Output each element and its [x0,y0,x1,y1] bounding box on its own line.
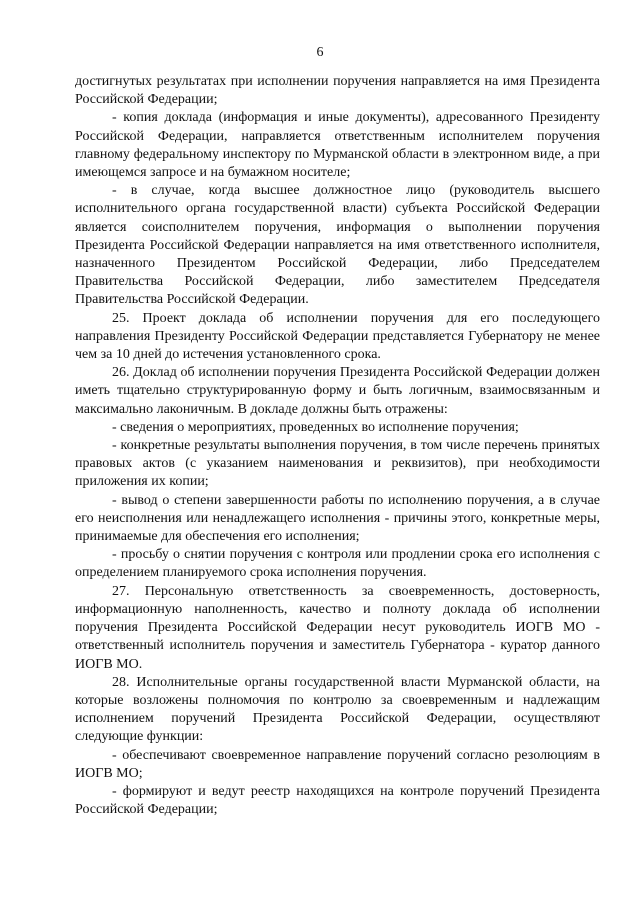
paragraph-item-26: 26. Доклад об исполнении поручения Президента Российской Федерации должен иметь тщательно структурированную форму и быть логичным, взаимосвязанным и максимально лаконичным. В докладе должны быть отражены: [75,365,600,417]
list-item-direction: - обеспечивают своевременное направление поручений согласно резолюциям в ИОГВ МО; [75,747,600,781]
paragraph-continuation: достигнутых результатах при исполнении поручения направляется на имя Президента Российской Федерации; [75,74,600,108]
list-item-registry: - формируют и ведут реестр находящихся на контроле поручений Президента Российской Федерации; [75,783,600,818]
paragraph-report-copy: - копия доклада (информация и иные документы), адресованного Президенту Российской Федерации, направляется ответственным исполнителем поручения главному федеральному инспектору по Мурманской области в электронном виде, а при имеющемся запросе и на бумажном носителе; [75,110,600,181]
paragraph-co-executor: - в случае, когда высшее должностное лицо (руководитель высшего исполнительного органа государственной власти) субъекта Российской Федерации является соисполнителем поручения, информация о выполнении поручения Президента Российской Федерации направляется на имя ответственного исполнителя, назначенного Президентом Российской Федерации, либо Председателем Правительства Российской Федерации, либо заместителем Председателя Правительства Российской Федерации. [75,183,600,308]
page-number: 6 [316,45,324,60]
paragraph-item-27: 27. Персональную ответственность за своевременность, достоверность, информационную наполненность, качество и полноту доклада об исполнении поручения Президента Российской Федерации несут руководитель ИОГВ МО - ответственный исполнитель поручения и заместитель Губернатора - куратор данного ИОГВ МО. [75,583,600,672]
list-item-results: - конкретные результаты выполнения поручения, в том числе перечень принятых правовых актов (с указанием наименования и реквизитов), при необходимости приложения их копии; [75,438,600,490]
list-item-request: - просьбу о снятии поручения с контроля или продлении срока его исполнения с определением планируемого срока исполнения поручения. [75,547,600,581]
list-item-conclusion: - вывод о степени завершенности работы по исполнению поручения, а в случае его неисполнения или ненадлежащего исполнения - причины этого, конкретные меры, принимаемые для обеспечения его исполнения; [75,492,600,545]
document-body [75,73,600,819]
list-item-measures: - сведения о мероприятиях, проведенных во исполнение поручения; [112,419,519,435]
paragraph-item-28: 28. Исполнительные органы государственной власти Мурманской области, на которые возложены полномочия по контролю за своевременным и надлежащим исполнением поручений Президента Российской Федерации, осуществляют следующие функции: [75,674,600,745]
paragraph-item-25: 25. Проект доклада об исполнении поручения для его последующего направления Президенту Российской Федерации представляется Губернатору не менее чем за 10 дней до истечения установленного срока. [75,310,600,363]
